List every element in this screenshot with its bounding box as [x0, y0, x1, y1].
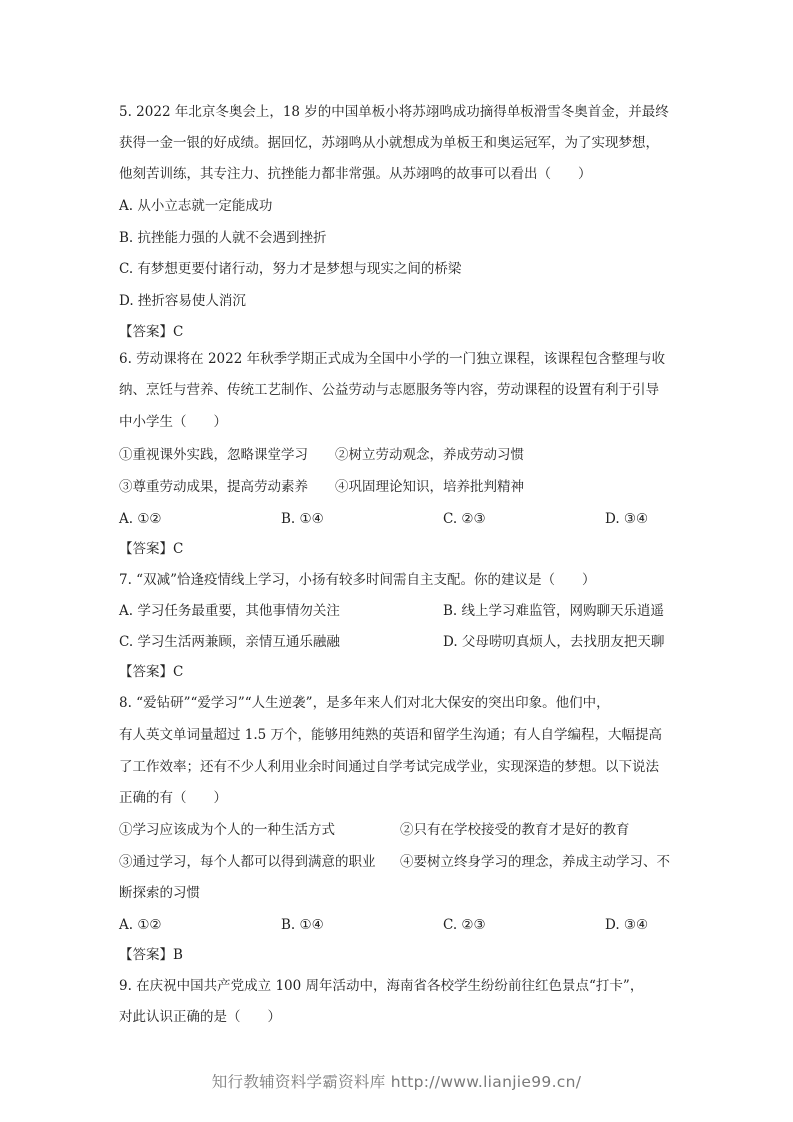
q9-stem-line-2: 对此认识正确的是（ ） — [119, 1009, 281, 1025]
q6-stem-line-2: 纳、烹饪与营养、传统工艺制作、公益劳动与志愿服务等内容，劳动课程的设置有利于引导 — [119, 382, 659, 398]
q6-stem-line-3: 中小学生（ ） — [119, 414, 227, 430]
q8-stem-line-2: 有人英文单词量超过 1.5 万个，能够用纯熟的英语和留学生沟通；有人自学编程，大幅提高 — [119, 727, 663, 743]
footer-watermark: 知行教辅资料学霸资料库 http://www.lianjie99.cn/ — [211, 1073, 582, 1091]
q7-option-d: D. 父母唠叨真烦人，去找朋友把天聊 — [443, 634, 665, 650]
q5-option-c: C. 有梦想更要付诸行动，努力才是梦想与现实之间的桥梁 — [119, 261, 462, 277]
q6-stem-line-1: 6. 劳动课将在 2022 年秋季学期正式成为全国中小学的一门独立课程，该课程包含整理与收 — [119, 351, 666, 367]
q8-option-c: C. ②③ — [443, 917, 486, 933]
q8-statement-4-continued: 断探索的习惯 — [119, 885, 200, 901]
q8-statement-1: ①学习应该成为个人的一种生活方式 — [119, 822, 335, 838]
q6-option-d: D. ③④ — [605, 511, 649, 527]
q7-option-a: A. 学习任务最重要，其他事情勿关注 — [119, 603, 340, 619]
q5-option-b: B. 抗挫能力强的人就不会遇到挫折 — [119, 230, 327, 246]
q6-option-a: A. ①② — [119, 511, 162, 527]
q6-statement-row-2: ③尊重劳动成果，提高劳动素养 ④巩固理论知识，培养批判精神 — [119, 479, 524, 495]
q5-stem-line-2: 获得一金一银的好成绩。据回忆，苏翊鸣从小就想成为单板王和奥运冠军，为了实现梦想， — [119, 135, 659, 151]
q7-answer: 【答案】C — [119, 664, 184, 680]
q6-statement-row-1: ①重视课外实践，忽略课堂学习 ②树立劳动观念，养成劳动习惯 — [119, 447, 524, 463]
q8-stem-line-4: 正确的有（ ） — [119, 790, 227, 806]
q8-statement-3: ③通过学习，每个人都可以得到满意的职业 — [119, 854, 376, 870]
q6-option-c: C. ②③ — [443, 511, 486, 527]
q8-stem-line-3: 了工作效率；还有不少人利用业余时间通过自学考试完成学业，实现深造的梦想。以下说法 — [119, 759, 659, 775]
q8-option-a: A. ①② — [119, 917, 162, 933]
q8-answer: 【答案】B — [119, 947, 183, 963]
q5-answer: 【答案】C — [119, 324, 184, 340]
q9-stem-line-1: 9. 在庆祝中国共产党成立 100 周年活动中，海南省各校学生纷纷前往红色景点“打卡”， — [119, 978, 644, 994]
q7-stem: 7. “双减”恰逢疫情线上学习，小扬有较多时间需自主支配。你的建议是（ ） — [119, 572, 596, 588]
q8-option-d: D. ③④ — [605, 917, 649, 933]
q5-option-d: D. 挫折容易使人消沉 — [119, 293, 246, 309]
q6-option-b: B. ①④ — [281, 511, 324, 527]
q7-option-b: B. 线上学习难监管，网购聊天乐逍遥 — [443, 603, 665, 619]
q8-stem-line-1: 8. “爱钻研”“爱学习”“人生逆袭”，是多年来人们对北大保安的突出印象。他们中， — [119, 695, 610, 711]
q8-statement-4: ④要树立终身学习的理念，养成主动学习、不 — [400, 854, 670, 870]
q6-answer: 【答案】C — [119, 541, 184, 557]
q8-statement-2: ②只有在学校接受的教育才是好的教育 — [400, 822, 630, 838]
q7-option-c: C. 学习生活两兼顾，亲情互通乐融融 — [119, 634, 340, 650]
q5-stem-line-3: 他刻苦训练，其专注力、抗挫能力都非常强。从苏翊鸣的故事可以看出（ ） — [119, 166, 592, 182]
q5-option-a: A. 从小立志就一定能成功 — [119, 198, 273, 214]
q5-stem-line-1: 5. 2022 年北京冬奥会上，18 岁的中国单板小将苏翊鸣成功摘得单板滑雪冬奥首金，并最终 — [119, 104, 669, 120]
q8-option-b: B. ①④ — [281, 917, 324, 933]
